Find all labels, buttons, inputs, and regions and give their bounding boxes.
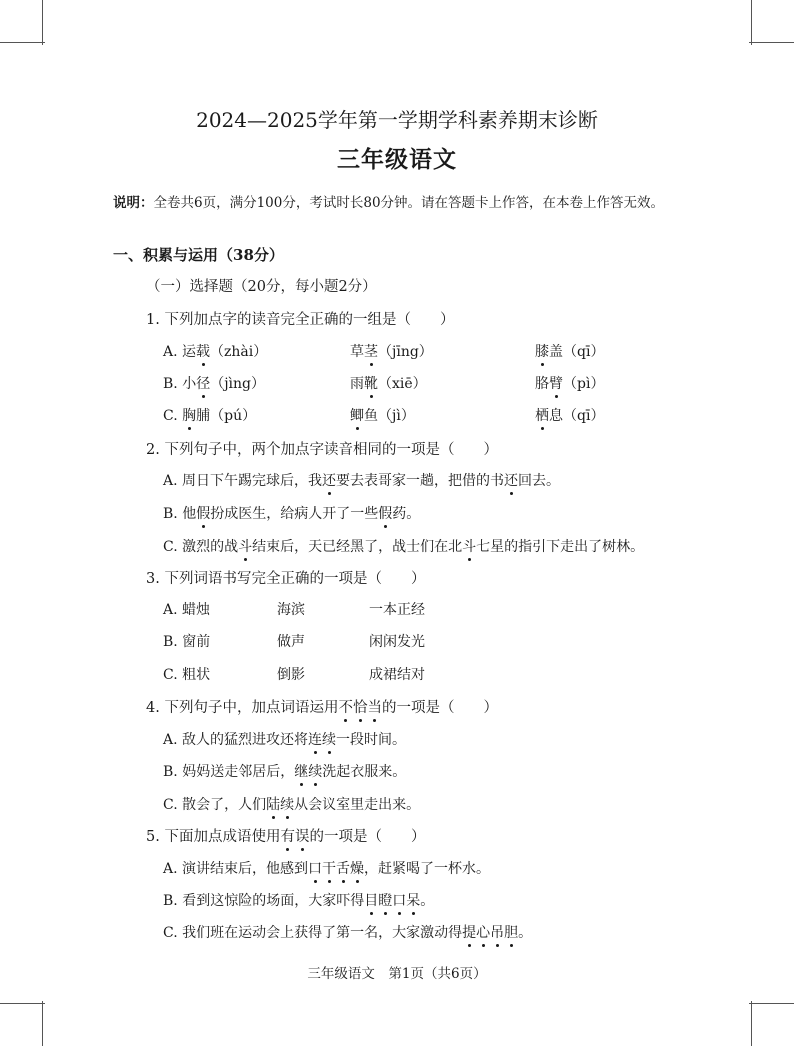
emphasis-char: 有 bbox=[280, 825, 295, 846]
emphasis-char: 当 bbox=[367, 696, 382, 717]
q3-option-c-word2: 倒影 bbox=[277, 667, 305, 683]
instructions-label: 说明： bbox=[113, 195, 154, 211]
q3-option-c-word1: C. 粗状 bbox=[163, 667, 211, 683]
q5-option-b: B. 看到这惊险的场面，大家吓得目瞪口呆。 bbox=[163, 890, 434, 910]
section-heading: 一、积累与运用（38分） bbox=[113, 246, 284, 264]
crop-mark bbox=[751, 0, 752, 45]
q3-option-a-word3: 一本正经 bbox=[369, 602, 425, 618]
q1-option-a-word2: 草茎（jīng） bbox=[350, 341, 433, 361]
q1-option-a-word3: 膝盖（qī） bbox=[535, 341, 604, 361]
emphasis-char: 口 bbox=[392, 890, 406, 910]
question-4-stem: 4. 下列句子中，加点词语运用不恰当的一项是（ ） bbox=[146, 696, 498, 717]
crop-mark bbox=[751, 1001, 752, 1046]
q2-option-b: B. 他假扮成医生，给病人开了一些假药。 bbox=[163, 503, 420, 523]
q3-option-a-word2: 海滨 bbox=[277, 602, 305, 618]
emphasis-char: 心 bbox=[476, 922, 490, 942]
exam-title: 2024—2025学年第一学期学科素养期末诊断 bbox=[196, 108, 598, 132]
q1-option-c-word1: C. 胸脯（pú） bbox=[163, 405, 256, 425]
q3-option-b-word2: 做声 bbox=[277, 634, 305, 650]
emphasis-char: 误 bbox=[295, 825, 310, 846]
emphasis-char: 舌 bbox=[336, 858, 350, 878]
emphasis-char: 续 bbox=[280, 794, 294, 814]
q2-option-c: C. 激烈的战斗结束后，天已经黑了，战士们在北斗七星的指引下走出了树林。 bbox=[163, 536, 644, 556]
q5-option-a: A. 演讲结束后，他感到口干舌燥，赶紧喝了一杯水。 bbox=[163, 858, 490, 878]
q5-option-c: C. 我们班在运动会上获得了第一名，大家激动得提心吊胆。 bbox=[163, 922, 532, 942]
question-1-stem: 1. 下列加点字的读音完全正确的一组是（ ） bbox=[146, 312, 455, 328]
emphasis-char: 呆 bbox=[406, 890, 420, 910]
q1-option-c-word3: 栖息（qī） bbox=[535, 405, 604, 425]
q3-option-b-word1: B. 窗前 bbox=[163, 634, 211, 650]
exam-subtitle: 三年级语文 bbox=[337, 146, 457, 173]
q3-option-a-word1: A. 蜡烛 bbox=[163, 602, 211, 618]
emphasis-char: 不 bbox=[338, 696, 353, 717]
crop-mark bbox=[0, 42, 45, 43]
q1-option-a-word1: A. 运载（zhài） bbox=[163, 341, 267, 361]
emphasis-char: 续 bbox=[308, 761, 322, 781]
q3-option-c-word3: 成裙结对 bbox=[369, 667, 425, 683]
question-2-stem: 2. 下列句子中，两个加点字读音相同的一项是（ ） bbox=[146, 442, 498, 458]
q4-option-a: A. 敌人的猛烈进攻还将连续一段时间。 bbox=[163, 729, 406, 749]
emphasis-char: 连 bbox=[308, 729, 322, 749]
instructions-text: 全卷共6页，满分100分，考试时长80分钟。请在答题卡上作答，在本卷上作答无效。 bbox=[153, 195, 665, 211]
emphasis-char: 胆 bbox=[504, 922, 518, 942]
emphasis-char: 继 bbox=[294, 761, 308, 781]
subsection-heading: （一）选择题（20分，每小题2分） bbox=[146, 279, 377, 295]
crop-mark bbox=[42, 0, 43, 45]
q4-option-b: B. 妈妈送走邻居后，继续洗起衣服来。 bbox=[163, 761, 406, 781]
page-footer: 三年级语文 第1页（共6页） bbox=[307, 966, 487, 982]
q1-option-b-word1: B. 小径（jìng） bbox=[163, 373, 265, 393]
crop-mark bbox=[0, 1003, 45, 1004]
q1-option-c-word2: 鲫鱼（jì） bbox=[350, 405, 415, 425]
emphasis-char: 目 bbox=[364, 890, 378, 910]
instructions bbox=[113, 191, 664, 211]
crop-mark bbox=[749, 42, 794, 43]
emphasis-char: 续 bbox=[322, 729, 336, 749]
emphasis-char: 干 bbox=[322, 858, 336, 878]
emphasis-char: 恰 bbox=[353, 696, 368, 717]
q2-option-a: A. 周日下午踢完球后，我还要去表哥家一趟，把借的书还回去。 bbox=[163, 470, 560, 490]
question-5-stem: 5. 下面加点成语使用有误的一项是（ ） bbox=[146, 825, 425, 846]
emphasis-char: 燥 bbox=[350, 858, 364, 878]
question-3-stem: 3. 下列词语书写完全正确的一项是（ ） bbox=[146, 571, 426, 587]
q1-option-b-word3: 胳臂（pì） bbox=[535, 373, 604, 393]
q4-option-c: C. 散会了，人们陆续从会议室里走出来。 bbox=[163, 794, 420, 814]
emphasis-char: 提 bbox=[462, 922, 476, 942]
q1-option-b-word2: 雨靴（xiē） bbox=[350, 373, 427, 393]
crop-mark bbox=[42, 1001, 43, 1046]
emphasis-char: 口 bbox=[308, 858, 322, 878]
crop-mark bbox=[749, 1003, 794, 1004]
emphasis-char: 吊 bbox=[490, 922, 504, 942]
q3-option-b-word3: 闲闲发光 bbox=[369, 634, 425, 650]
emphasis-char: 陆 bbox=[266, 794, 280, 814]
emphasis-char: 瞪 bbox=[378, 890, 392, 910]
